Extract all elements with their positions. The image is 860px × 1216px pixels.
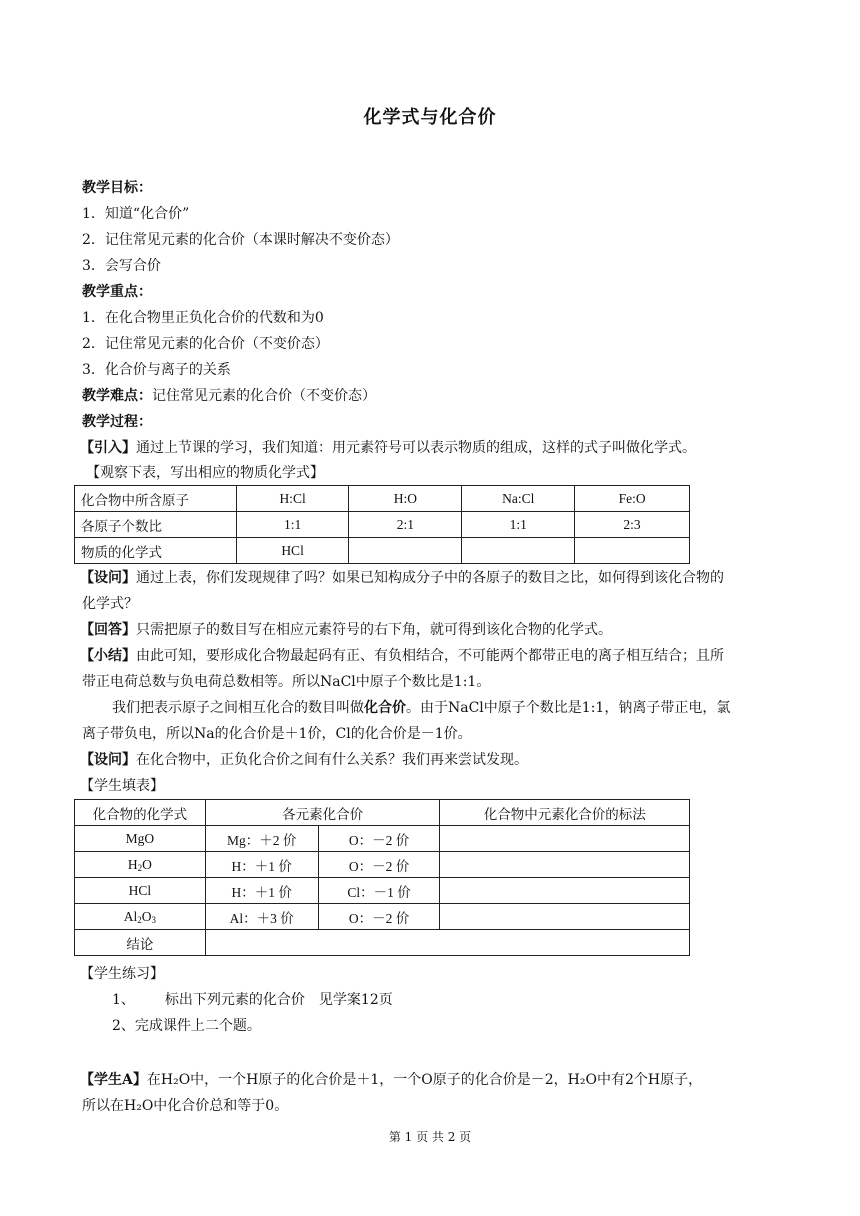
- practice-item-text: 标出下列元素的化合价 见学案12页: [164, 992, 393, 1008]
- practice-caption: 【学生练习】: [80, 966, 164, 982]
- summary-text: 由此可知，要形成化合物最起码有正、有负相结合，不可能两个都带正电的离子相互结合；且所: [136, 648, 724, 664]
- valence-cell: Al：＋3 价: [205, 904, 318, 930]
- table-row: [75, 878, 690, 904]
- key-point-item: 3．化合价与离子的关系: [82, 362, 231, 378]
- conclusion-cell[interactable]: [205, 930, 689, 956]
- difficulty-heading: 教学难点：: [82, 388, 152, 404]
- summary-line2: 带正电荷总数与负电荷总数相等。所以NaCl中原子个数比是1:1。: [82, 674, 491, 690]
- student-a-line1: [80, 1070, 702, 1090]
- page-footer: 第 1 页 共 2 页: [388, 1130, 472, 1144]
- student-a-text: 在H₂O中，一个H原子的化合价是＋1，一个O原子的化合价是－2，H₂O中有2个H原子，: [146, 1072, 703, 1088]
- table-cell: 1:1: [236, 512, 349, 538]
- atom-ratio-table: [74, 485, 690, 564]
- formula-subscript: 2: [137, 862, 143, 873]
- valence-cell: O：－2 价: [318, 852, 440, 878]
- question2-tag: 【设问】: [80, 752, 136, 768]
- table-cell: 各原子个数比: [75, 512, 237, 538]
- process-heading: 教学过程：: [82, 414, 152, 430]
- intro-text: 通过上节课的学习，我们知道：用元素符号可以表示物质的组成，这样的式子叫做化学式。: [136, 440, 696, 456]
- key-points-heading: 教学重点：: [82, 284, 152, 300]
- formula-cell: MgO: [75, 826, 206, 852]
- practice-item-2: 2、完成课件上二个题。: [112, 1018, 261, 1034]
- table-row: [75, 826, 690, 852]
- valence-paragraph-line1: [112, 698, 730, 718]
- observe-caption: 【观察下表，写出相应的物质化学式】: [86, 465, 324, 481]
- goal-item: 2．记住常见元素的化合价（本课时解决不变价态）: [82, 232, 399, 248]
- question1-line1: [80, 568, 724, 588]
- formula-subscript: 3: [151, 914, 157, 925]
- key-point-item: 2．记住常见元素的化合价（不变价态）: [82, 336, 329, 352]
- table-cell: 2:3: [575, 512, 690, 538]
- valence-cell: Cl：－1 价: [318, 878, 440, 904]
- summary-tag: 【小结】: [80, 648, 136, 664]
- notation-cell[interactable]: [440, 826, 690, 852]
- answer-text: 只需把原子的数目写在相应元素符号的右下角，就可得到该化合物的化学式。: [136, 622, 612, 638]
- intro-line: [80, 438, 696, 458]
- fill-caption: 【学生填表】: [80, 778, 164, 794]
- goal-item: 1．知道“化合价”: [82, 206, 190, 222]
- table-cell: 2:1: [349, 512, 462, 538]
- valence-cell: H：＋1 价: [205, 852, 318, 878]
- table-cell: H:O: [349, 486, 462, 512]
- goal-item: 3．会写合价: [82, 258, 161, 274]
- paragraph-text: 我们把表示原子之间相互化合的数目叫做: [112, 700, 364, 716]
- formula-part: O: [142, 856, 152, 872]
- table-cell: Fe:O: [575, 486, 690, 512]
- table-cell: 1:1: [462, 512, 575, 538]
- intro-tag: 【引入】: [80, 440, 136, 456]
- notation-cell[interactable]: [440, 852, 690, 878]
- table-cell: H:Cl: [236, 486, 349, 512]
- table-row: [75, 486, 690, 512]
- question1-line2: 化学式？: [82, 596, 138, 612]
- table-header: 化合物的化学式: [75, 800, 206, 826]
- table-cell: 物质的化学式: [75, 538, 237, 564]
- paragraph-text: 。由于NaCl中原子个数比是1:1，钠离子带正电，氯: [406, 700, 731, 716]
- table-cell: [575, 538, 690, 564]
- notation-cell[interactable]: [440, 904, 690, 930]
- formula-cell: HCl: [75, 878, 206, 904]
- table-row: [75, 512, 690, 538]
- practice-item-1: [112, 990, 393, 1010]
- difficulty-line: [82, 386, 376, 406]
- student-a-line2: 所以在H₂O中化合价总和等于0。: [82, 1098, 289, 1114]
- formula-subscript: 2: [137, 914, 142, 925]
- valence-paragraph-line2: 离子带负电，所以Na的化合价是＋1价，Cl的化合价是－1价。: [82, 726, 472, 742]
- key-point-item: 1．在化合物里正负化合价的代数和为0: [82, 310, 324, 326]
- goals-heading: 教学目标：: [82, 180, 152, 196]
- formula-part: Al: [123, 908, 138, 924]
- table-header-row: [75, 800, 690, 826]
- table-row: [75, 930, 690, 956]
- formula-part: H: [127, 856, 138, 872]
- question1-text: 通过上表，你们发现规律了吗？如果已知构成分子中的各原子的数目之比，如何得到该化合物的: [136, 570, 724, 586]
- difficulty-text: 记住常见元素的化合价（不变价态）: [152, 388, 376, 404]
- table-row: [75, 538, 690, 564]
- table-row: [75, 904, 690, 930]
- answer-tag: 【回答】: [80, 622, 136, 638]
- valence-cell: O：－2 价: [318, 904, 440, 930]
- page-title: 化学式与化合价: [363, 107, 497, 128]
- table-cell: [462, 538, 575, 564]
- valence-cell: H：＋1 价: [205, 878, 318, 904]
- notation-cell[interactable]: [440, 878, 690, 904]
- table-cell: [349, 538, 462, 564]
- table-cell: 化合物中所含原子: [75, 486, 237, 512]
- formula-cell: [75, 852, 206, 878]
- question2-line: [80, 750, 528, 770]
- summary-line1: [80, 646, 724, 666]
- answer-line: [80, 620, 612, 640]
- table-header: 化合物中元素化合价的标法: [440, 800, 690, 826]
- formula-part: O: [141, 908, 152, 924]
- term-valence: 化合价: [364, 700, 406, 716]
- question2-text: 在化合物中，正负化合价之间有什么关系？我们再来尝试发现。: [136, 752, 528, 768]
- formula-cell: [75, 904, 206, 930]
- table-row: [75, 852, 690, 878]
- student-a-tag: 【学生A】: [80, 1072, 147, 1088]
- question1-tag: 【设问】: [80, 570, 136, 586]
- table-cell: HCl: [236, 538, 349, 564]
- table-cell: Na:Cl: [462, 486, 575, 512]
- practice-item-number: 1、: [112, 992, 135, 1008]
- valence-cell: Mg：＋2 价: [205, 826, 318, 852]
- valence-cell: O：－2 价: [318, 826, 440, 852]
- valence-table: [74, 799, 690, 956]
- table-header: 各元素化合价: [205, 800, 440, 826]
- conclusion-label: 结论: [75, 930, 206, 956]
